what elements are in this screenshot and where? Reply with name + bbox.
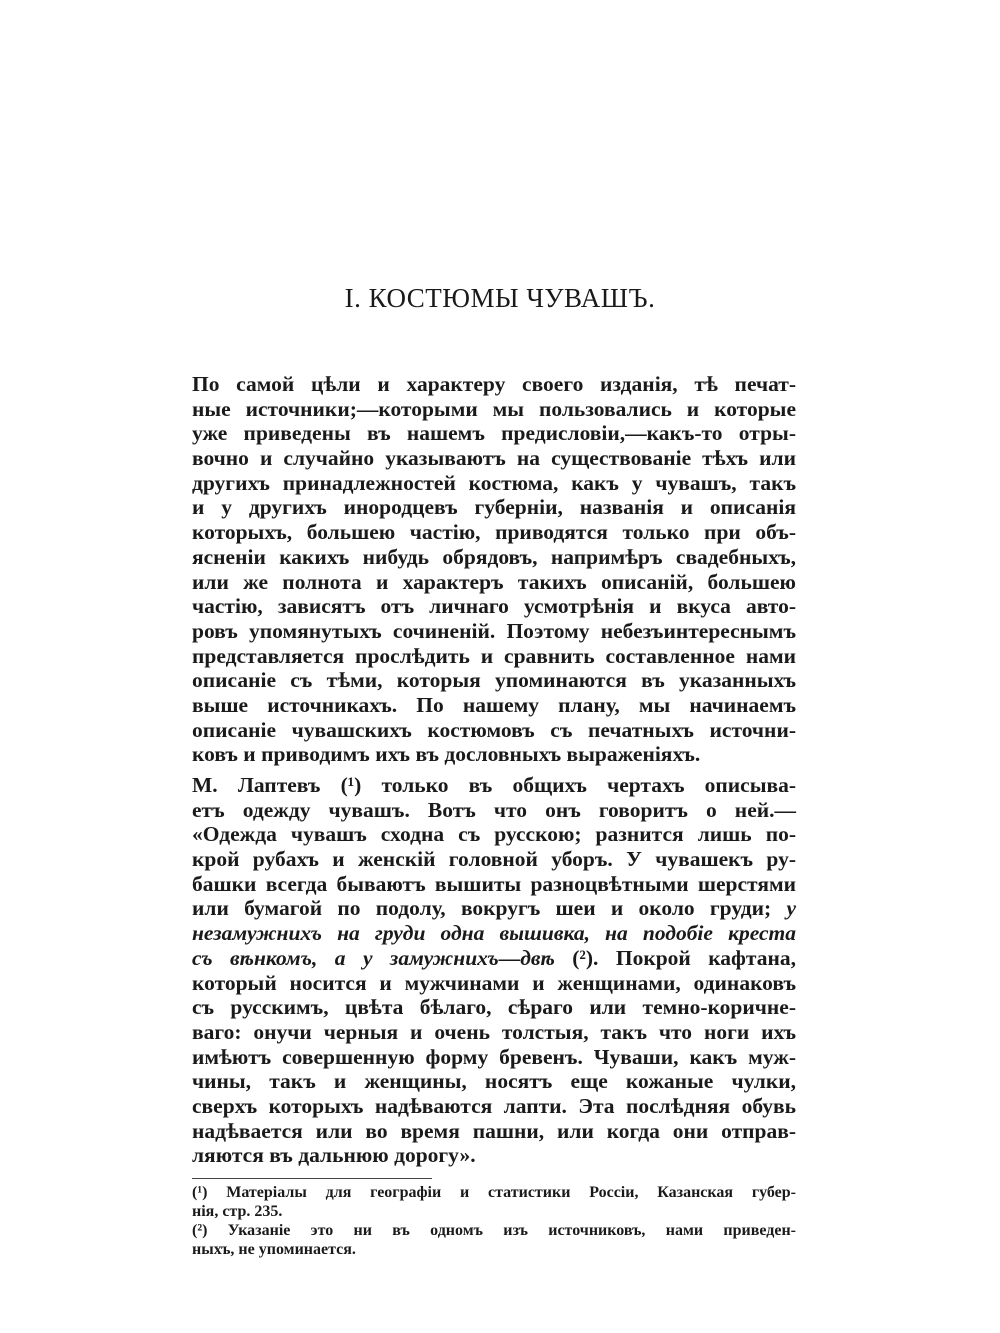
text-line xyxy=(192,896,796,921)
paragraph-2 xyxy=(192,773,796,1168)
text-line: и у другихъ инородцевъ губерніи, названія и описанія xyxy=(192,495,796,520)
text-line: или же полнота и характеръ такихъ описаній, большею xyxy=(192,569,796,594)
footnote-line: нія, стр. 235. xyxy=(192,1203,283,1220)
text-line: уже приведены въ нашемъ предисловіи,—какъ-то отры- xyxy=(192,421,796,446)
text-line: выше источникахъ. По нашему плану, мы начинаемъ xyxy=(192,692,796,717)
text-line: сверхъ которыхъ надѣваются лапти. Эта послѣдняя обувь xyxy=(192,1093,796,1118)
text-line: чины, такъ и женщины, носятъ еще кожаные чулки, xyxy=(192,1069,796,1094)
footnote-ref: (²). xyxy=(554,945,616,970)
text-line: съ русскимъ, цвѣта бѣлаго, сѣраго или темно-коричне- xyxy=(192,995,796,1020)
italic-span: у xyxy=(786,896,796,921)
text-line: «Одежда чувашъ сходна съ русскою; разнится лишь по- xyxy=(192,822,796,847)
text-line: етъ одежду чувашъ. Вотъ что онъ говоритъ о ней.— xyxy=(192,797,796,822)
italic-span: незамужнихъ на груди одна вышивка, на подобіе креста xyxy=(192,921,796,946)
paragraph-1 xyxy=(192,372,796,767)
footnote-line: ныхъ, не упоминается. xyxy=(192,1241,356,1258)
text-line: надѣвается или во время пашни, или когда они отправ- xyxy=(192,1118,796,1143)
text-line: ясненіи какихъ нибудь обрядовъ, напримѣръ свадебныхъ, xyxy=(192,544,796,569)
text-line: описаніе чувашскихъ костюмовъ съ печатныхъ источни- xyxy=(192,717,796,742)
footnote-line: (¹) Матеріалы для географіи и статистики Россіи, Казанская губер- xyxy=(192,1184,796,1201)
author-name: М. Лаптевъ xyxy=(192,773,321,797)
footnote-line: (²) Указаніе это ни въ одномъ изъ источниковъ, нами приведен- xyxy=(192,1222,796,1239)
text-line: ные источники;—которыми мы пользовались и которые xyxy=(192,396,796,421)
text-line: По самой цѣли и характеру своего изданія, тѣ печат- xyxy=(192,372,796,396)
text-line: другихъ принадлежностей костюма, какъ у чувашъ, такъ xyxy=(192,470,796,495)
footnote-ref: (¹) xyxy=(340,773,362,797)
page-title: I. КОСТЮМЫ ЧУВАШЪ. xyxy=(344,283,656,313)
text-line: которыхъ, большею частію, приводятся только при объ- xyxy=(192,520,796,545)
text-line: башки всегда бываютъ вышиты разноцвѣтными шерстями xyxy=(192,871,796,896)
text-line: частію, зависятъ отъ личнаго усмотрѣнія и вкуса авто- xyxy=(192,594,796,619)
text-line: ваго: онучи черныя и очень толстыя, такъ что ноги ихъ xyxy=(192,1019,796,1044)
text-line: ковъ и приводимъ ихъ въ дословныхъ выраженіяхъ. xyxy=(192,742,701,767)
text-span: только въ общихъ чертахъ описыва- xyxy=(361,773,797,797)
footnote-divider xyxy=(192,1178,432,1179)
text-span: Покрой кафтана, xyxy=(615,945,797,970)
text-line: ровъ упомянутыхъ сочиненій. Поэтому небезъинтереснымъ xyxy=(192,618,796,643)
text-line: ляются въ дальнюю дорогу». xyxy=(192,1143,476,1168)
italic-span: съ вѣнкомъ, а у замужнихъ—двѣ xyxy=(192,945,555,970)
text-line xyxy=(192,946,796,971)
text-line: описаніе съ тѣми, которыя упоминаются въ указанныхъ xyxy=(192,668,796,693)
text-line xyxy=(192,921,796,946)
footnotes xyxy=(192,1183,796,1259)
text-span: или бумагой по подолу, вокругъ шеи и около груди; xyxy=(192,896,772,921)
text-line: вочно и случайно указываютъ на существованіе тѣхъ или xyxy=(192,446,796,471)
text-line xyxy=(192,773,796,798)
text-line: имѣютъ совершенную форму бревенъ. Чуваши, какъ муж- xyxy=(192,1044,796,1069)
text-line: крой рубахъ и женскій головной уборъ. У чувашекъ ру- xyxy=(192,847,796,872)
text-line: представляется прослѣдить и сравнить составленное нами xyxy=(192,643,796,668)
text-line: который носится и мужчинами и женщинами, одинаковъ xyxy=(192,970,796,995)
